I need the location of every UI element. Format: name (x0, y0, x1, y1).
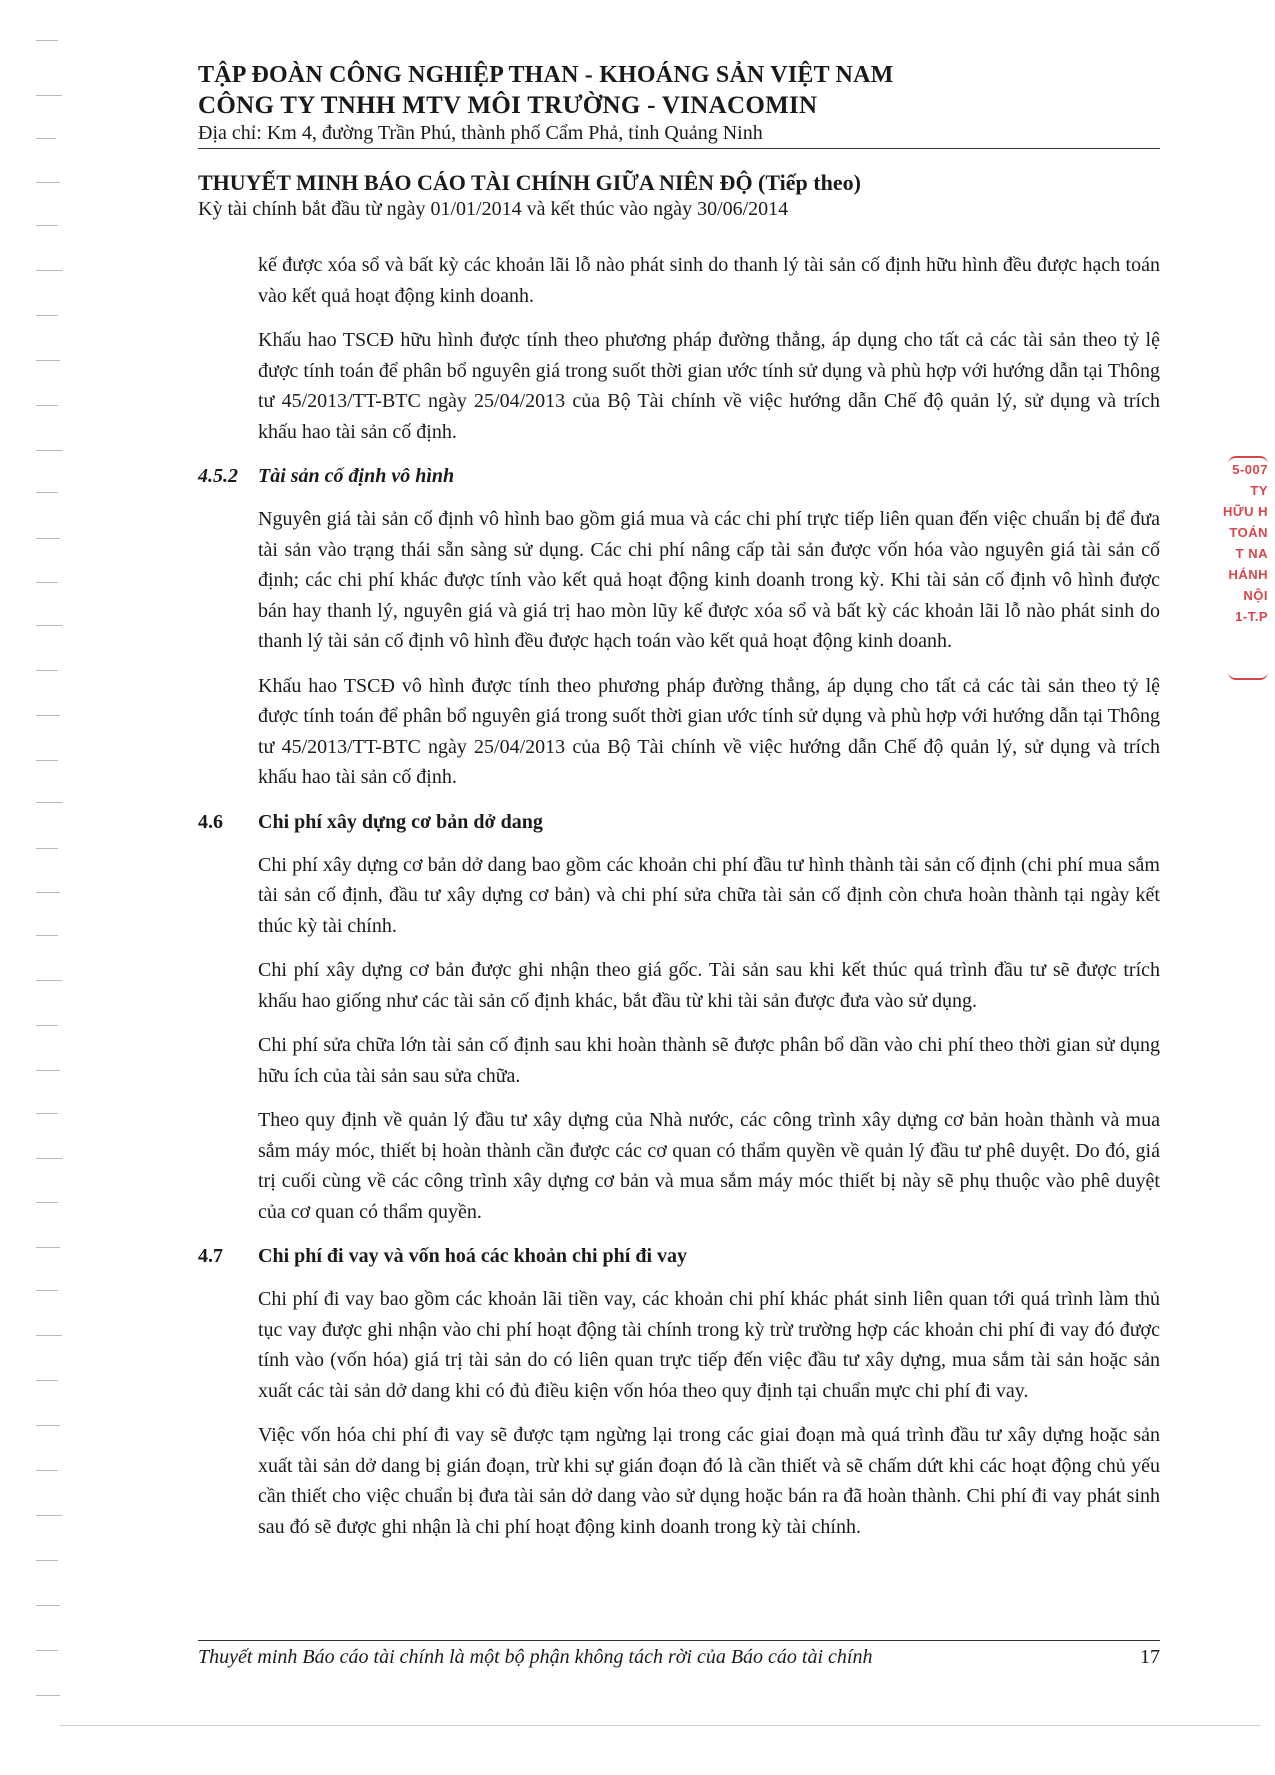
punch-mark (36, 315, 58, 316)
punch-mark (36, 40, 58, 41)
paragraph: Theo quy định về quản lý đầu tư xây dựng của Nhà nước, các công trình xây dựng cơ bản hoàn thành và mua sắm máy móc, thiết bị hoàn thành cần được các cơ quan có thẩm quyền về quản lý đầu tư phê duyệt. Do đó, giá trị cuối cùng về các công trình xây dựng cơ bản và mua sắm máy móc thiết bị này sẽ phụ thuộc vào phê duyệt của cơ quan có thẩm quyền. (258, 1109, 1160, 1223)
punch-mark (36, 1380, 58, 1381)
paragraph: Khấu hao TSCĐ vô hình được tính theo phương pháp đường thẳng, áp dụng cho tất cả các tài sản theo tỷ lệ được tính toán để phân bổ nguyên giá trong suốt thời gian ước tính sử dụng và phù hợp với hướng dẫn tại Thông tư 45/2013/TT-BTC ngày 25/04/2013 của Bộ Tài chính về việc hướng dẫn Chế độ quản lý, sử dụng và trích khấu hao tài sản cố định. (258, 674, 1160, 788)
punch-mark (36, 1025, 58, 1026)
paragraph: Nguyên giá tài sản cố định vô hình bao gồm giá mua và các chi phí trực tiếp liên quan đến việc chuẩn bị để đưa tài sản vào trạng thái sẵn sàng sử dụng. Các chi phí nâng cấp tài sản được vốn hóa vào nguyên giá tài sản cố định; các chi phí khác được tính vào kết quả hoạt động kinh doanh trong kỳ. Khi tài sản cố định vô hình được bán hay thanh lý, nguyên giá và giá trị hao mòn lũy kế được xóa sổ và bất kỳ các khoản lãi lỗ nào phát sinh do thanh lý tài sản cố định vô hình đều được hạch toán vào kết quả hoạt động kinh doanh. (258, 508, 1160, 652)
punch-mark (36, 935, 58, 936)
report-title: THUYẾT MINH BÁO CÁO TÀI CHÍNH GIỮA NIÊN ĐỘ (Tiếp theo) (198, 170, 861, 195)
section-title: Chi phí xây dựng cơ bản dở dang (258, 810, 543, 833)
stamp-arc (1228, 456, 1268, 464)
paragraph: Chi phí sửa chữa lớn tài sản cố định sau khi hoàn thành sẽ được phân bổ dần vào chi phí theo thời gian sử dụng hữu ích của tài sản sau sửa chữa. (258, 1034, 1160, 1087)
punch-mark (36, 1070, 60, 1071)
punch-mark (36, 270, 62, 271)
stamp-text: T NA (1235, 546, 1268, 561)
punch-mark (36, 1247, 60, 1248)
punch-mark (36, 405, 58, 406)
punch-mark (36, 1425, 60, 1426)
report-heading (198, 170, 1158, 222)
punch-mark (36, 760, 58, 761)
punch-mark (36, 1290, 58, 1291)
group-name: TẬP ĐOÀN CÔNG NGHIỆP THAN - KHOÁNG SẢN VIỆT NAM (198, 62, 894, 88)
punch-mark (36, 1202, 58, 1203)
punch-mark (36, 1650, 58, 1651)
punch-mark (36, 715, 60, 716)
paragraph: Chi phí xây dựng cơ bản dở dang bao gồm các khoản chi phí đầu tư hình thành tài sản cố định (chi phí mua sắm tài sản cố định, đầu tư xây dựng cơ bản) và chi phí sửa chữa tài sản cố định còn chưa hoàn thành tại ngày kết thúc kỳ tài chính. (258, 853, 1160, 937)
punch-mark (36, 670, 58, 671)
report-period: Kỳ tài chính bắt đầu từ ngày 01/01/2014 và kết thúc vào ngày 30/06/2014 (198, 198, 789, 220)
punch-mark (36, 1695, 60, 1696)
stamp-text: TY (1250, 483, 1268, 498)
punch-mark (36, 225, 58, 226)
header-divider (198, 148, 1160, 149)
paragraph: kế được xóa sổ và bất kỳ các khoản lãi lỗ nào phát sinh do thanh lý tài sản cố định hữu hình đều được hạch toán vào kết quả hoạt động kinh doanh. (258, 254, 1160, 307)
stamp-text: TOÁN (1229, 525, 1268, 540)
company-seal-stamp (1220, 462, 1268, 672)
punch-mark (36, 138, 56, 139)
section-heading-4-7 (198, 1241, 1160, 1271)
punch-mark (36, 182, 60, 183)
section-title: Tài sản cố định vô hình (258, 465, 455, 487)
punch-mark (36, 1335, 62, 1336)
company-address: Địa chỉ: Km 4, đường Trần Phú, thành phố Cẩm Phả, tỉnh Quảng Ninh (198, 122, 763, 144)
section-title: Chi phí đi vay và vốn hoá các khoản chi phí đi vay (258, 1245, 688, 1267)
punch-mark (36, 802, 62, 803)
scan-edge-line (60, 1725, 1260, 1726)
punch-mark (36, 980, 62, 981)
paragraph: Khấu hao TSCĐ hữu hình được tính theo phương pháp đường thẳng, áp dụng cho tất cả các tài sản theo tỷ lệ được tính toán để phân bổ nguyên giá trong suốt thời gian ước tính sử dụng và phù hợp với hướng dẫn tại Thông tư 45/2013/TT-BTC ngày 25/04/2013 của Bộ Tài chính về việc hướng dẫn Chế độ quản lý, sử dụng và trích khấu hao tài sản cố định. (258, 329, 1160, 443)
stamp-text: HÁNH (1228, 567, 1268, 582)
footer-divider (198, 1640, 1160, 1641)
page-footer (198, 1646, 1160, 1669)
punch-mark (36, 1605, 60, 1606)
paragraph: Việc vốn hóa chi phí đi vay sẽ được tạm ngừng lại trong các giai đoạn mà quá trình đầu tư xây dựng hoặc sản xuất tài sản dở dang bị gián đoạn, trừ khi sự gián đoạn đó là cần thiết và sẽ chấm dứt khi các hoạt động chủ yếu cần thiết cho việc chuẩn bị đưa tài sản dở dang vào sử dụng hoặc bán ra đã hoàn thành. Chi phí đi vay phát sinh sau đó sẽ được ghi nhận là chi phí hoạt động kinh doanh trong kỳ tài chính. (258, 1424, 1160, 1538)
stamp-arc (1228, 672, 1268, 680)
punch-mark (36, 1113, 58, 1114)
punch-mark (36, 360, 60, 361)
punch-mark (36, 1515, 62, 1516)
company-name: CÔNG TY TNHH MTV MÔI TRƯỜNG - VINACOMIN (198, 92, 818, 119)
punch-mark (36, 95, 62, 96)
stamp-text: HỮU H (1222, 504, 1268, 519)
section-heading-4-5-2 (198, 461, 1160, 491)
punch-mark (36, 538, 60, 539)
footer-note: Thuyết minh Báo cáo tài chính là một bộ phận không tách rời của Báo cáo tài chính (198, 1646, 873, 1668)
paragraph: Chi phí đi vay bao gồm các khoản lãi tiền vay, các khoản chi phí khác phát sinh liên quan tới quá trình làm thủ tục vay được ghi nhận vào chi phí hoạt động tài chính trong kỳ trừ trường hợp các khoản chi phí đi vay đó được tính vào (vốn hóa) giá trị tài sản do có liên quan trực tiếp đến việc đầu tư xây dựng, mua sắm tài sản hoặc sản xuất các tài sản dở dang khi có đủ điều kiện vốn hóa theo quy định tại chuẩn mực chi phí đi vay. (258, 1288, 1160, 1402)
punch-mark (36, 848, 58, 849)
punch-mark (36, 1158, 62, 1159)
punch-mark (36, 450, 62, 451)
punch-mark (36, 1560, 58, 1561)
stamp-text: 1-T.P (1235, 609, 1268, 624)
document-header (198, 60, 1158, 146)
punch-mark (36, 582, 58, 583)
stamp-text: 5-007 (1232, 462, 1268, 477)
punch-mark (36, 892, 60, 893)
margin-punch-marks (36, 20, 70, 1740)
section-number: 4.6 (198, 810, 223, 833)
page-number: 17 (1140, 1646, 1160, 1668)
punch-mark (36, 492, 58, 493)
punch-mark (36, 625, 62, 626)
section-number: 4.7 (198, 1245, 223, 1267)
stamp-text: NỘI (1243, 588, 1268, 603)
punch-mark (36, 1470, 58, 1471)
section-heading-4-6 (198, 807, 1160, 837)
document-body (198, 250, 1160, 1556)
paragraph: Chi phí xây dựng cơ bản được ghi nhận theo giá gốc. Tài sản sau khi kết thúc quá trình đầu tư sẽ được trích khấu hao giống như các tài sản cố định khác, bắt đầu từ khi tài sản được đưa vào sử dụng. (258, 959, 1160, 1012)
section-number: 4.5.2 (198, 465, 238, 487)
